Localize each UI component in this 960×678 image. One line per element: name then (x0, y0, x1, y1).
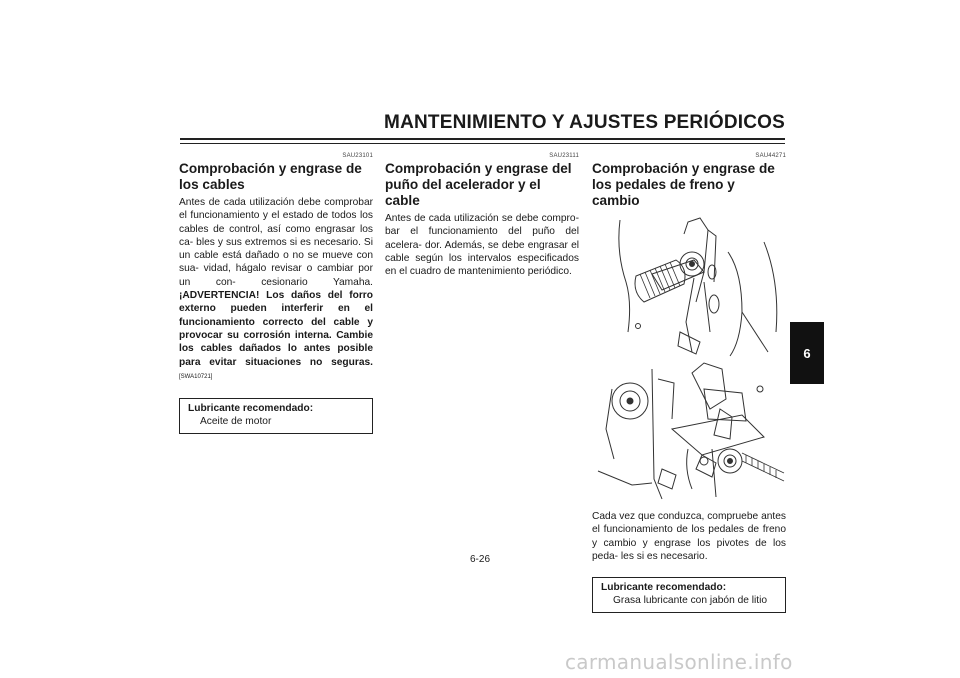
warning-text: ¡ADVERTENCIA! Los daños del forro externo pueden interferir en el funcionamiento correcto del cable y provocar su corrosión interna. Cambie los cables dañados lo antes posible para evitar situaciones no seguras. (179, 290, 373, 368)
section-code: SAU44271 (755, 153, 786, 159)
column-cables (179, 153, 373, 434)
section-heading: Comprobación y engrase del puño del acelerador y el cable (385, 161, 572, 208)
lubricant-title: Lubricante recomendado: (188, 403, 314, 415)
column-pedals (592, 153, 786, 613)
page-header-title: MANTENIMIENTO Y AJUSTES PERIÓDICOS (384, 112, 785, 133)
page-number: 6-26 (469, 554, 490, 565)
section-body (179, 196, 373, 384)
header-rule-thin (180, 143, 785, 144)
section-body: Cada vez que conduzca, compruebe antes el funcionamiento de los pedales de freno y cambio y engrase los pivotes de los peda- les si es necesario. (592, 511, 786, 562)
column-throttle (385, 153, 579, 278)
lubricant-box (592, 577, 786, 613)
chapter-tab-number: 6 (803, 345, 811, 361)
header-rule-thick (180, 138, 785, 140)
section-body: Antes de cada utilización se debe compro- bar el funcionamiento del puño del acelera- dor. Además, se debe engrasar el cable según los intervalos especificados en el cuadro de mantenimiento periódico. (385, 213, 579, 278)
chapter-tab[interactable] (790, 322, 824, 384)
lubricant-value: Aceite de motor (200, 416, 272, 428)
watermark-text: carmanualsonline.info (565, 650, 793, 674)
section-code: SAU23101 (342, 153, 373, 159)
shift-pedal-illustration (592, 359, 786, 504)
lubricant-title: Lubricante recomendado: (601, 582, 727, 594)
warning-code: [SWA10721] (179, 373, 213, 380)
brake-pedal-illustration (592, 212, 786, 357)
lubricant-value: Grasa lubricante con jabón de litio (613, 595, 768, 607)
body-text: Antes de cada utilización debe comprobar el funcionamiento y el estado de todos los cables de control, así como engrasar los ca- bles y sus extremos si es necesario. Si un cable está dañado o no se mueve con sua- vidad, hágalo revisar o cambiar por un con- cesionario Yamaha. (179, 197, 373, 288)
section-heading: Comprobación y engrase de los cables (179, 161, 362, 192)
section-heading: Comprobación y engrase de los pedales de freno y cambio (592, 161, 775, 208)
section-code: SAU23111 (549, 153, 579, 159)
lubricant-box (179, 398, 373, 434)
